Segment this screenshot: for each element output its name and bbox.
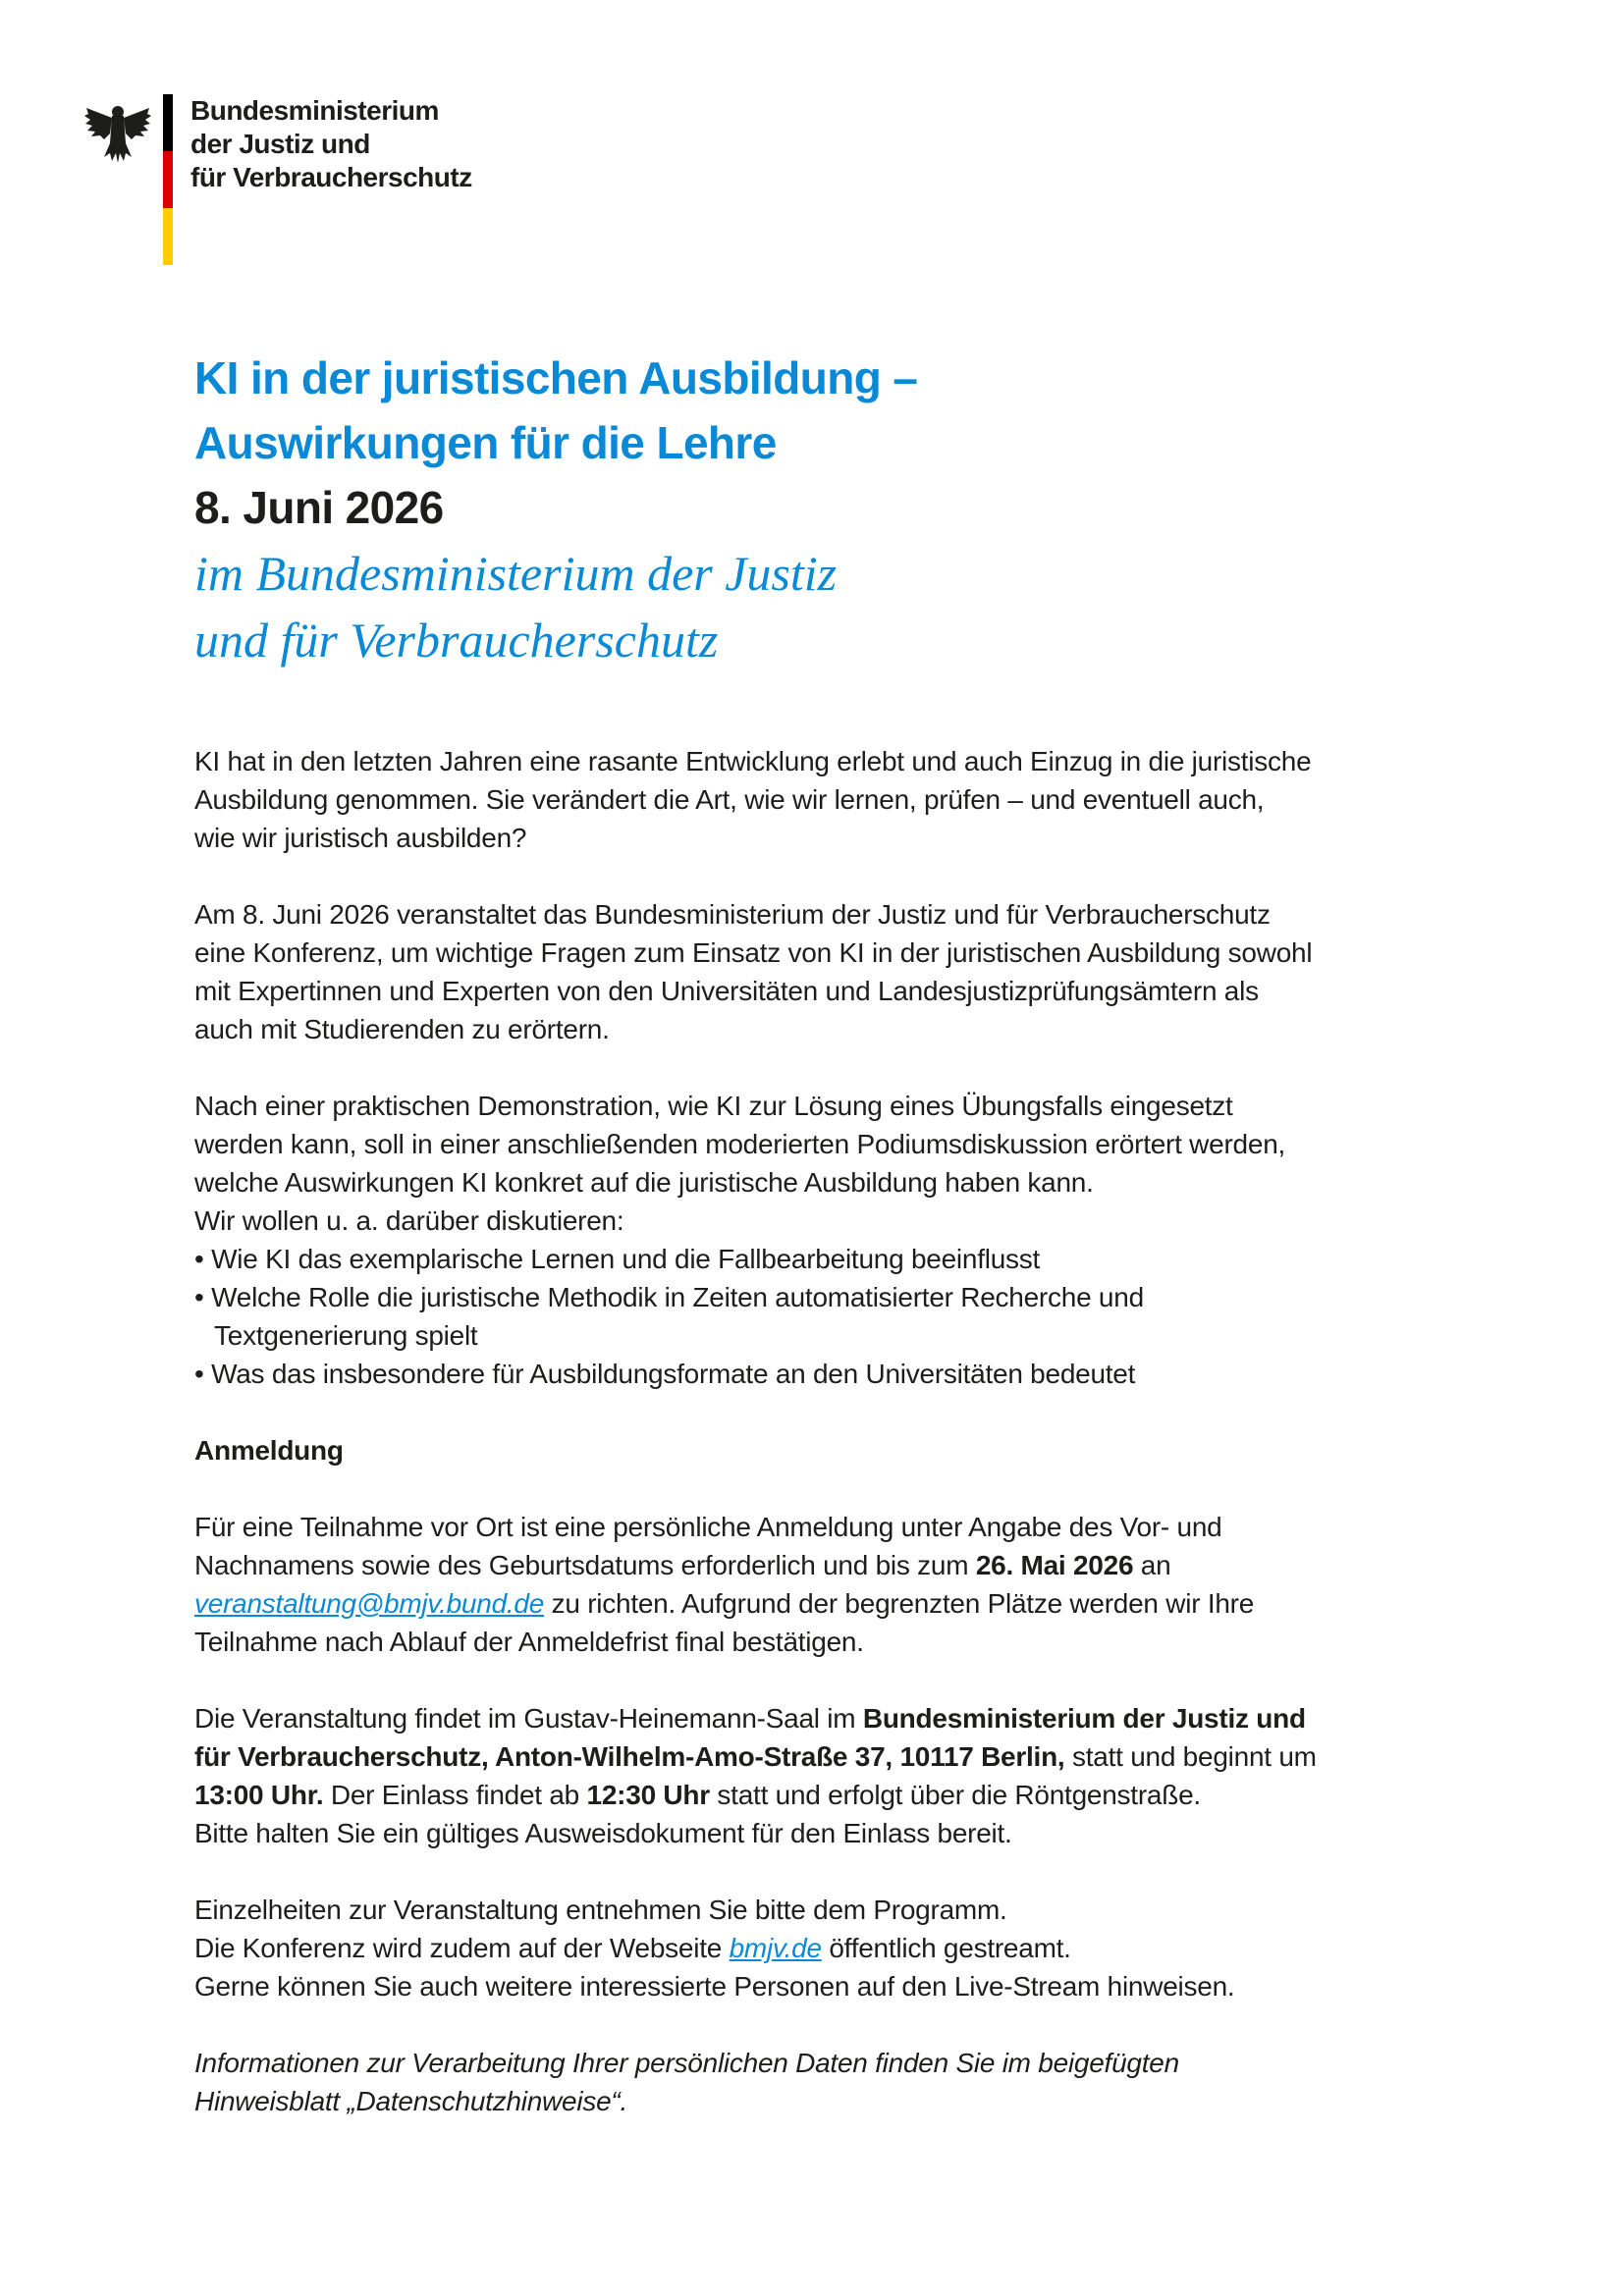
text-line: Ausbildung genommen. Sie verändert die Art, wie wir lernen, prüfen – und eventuell auch, xyxy=(194,784,1265,815)
location-paragraph xyxy=(194,1699,1461,1852)
ministry-name-line: der Justiz und xyxy=(190,129,370,159)
federal-eagle-icon xyxy=(82,98,153,169)
text-line: auch mit Studierenden zu erörtern. xyxy=(194,1014,610,1044)
text-line: Einzelheiten zur Veranstaltung entnehmen Sie bitte dem Programm. xyxy=(194,1895,1007,1925)
venue-line-1: im Bundesministerium der Justiz xyxy=(194,546,838,601)
registration-email-link[interactable]: veranstaltung@bmjv.bund.de xyxy=(194,1588,545,1619)
text-line xyxy=(194,1699,1461,1737)
text-line: Wir wollen u. a. darüber diskutieren: xyxy=(194,1205,624,1236)
text-line xyxy=(194,1929,1461,1967)
flag-stripe-red xyxy=(163,151,173,208)
text-run: statt und erfolgt über die Röntgenstraße. xyxy=(709,1780,1201,1810)
text-run: statt und beginnt um xyxy=(1064,1741,1317,1772)
text-line: Nach einer praktischen Demonstration, wie KI zur Lösung eines Übungsfalls eingesetzt xyxy=(194,1091,1233,1121)
list-item: • Wie KI das exemplarische Lernen und die Fallbearbeitung beeinflusst xyxy=(194,1244,1041,1274)
conference-paragraph xyxy=(194,895,1461,1048)
ministry-name-line: Bundesministerium xyxy=(190,95,439,126)
privacy-note xyxy=(194,2044,1461,2120)
list-item-continuation: Textgenerierung spielt xyxy=(214,1320,478,1351)
registration-deadline: 26. Mai 2026 xyxy=(975,1550,1134,1580)
text-line: KI hat in den letzten Jahren eine rasante Entwicklung erlebt und auch Einzug in die juristische xyxy=(194,746,1312,776)
text-line: welche Auswirkungen KI konkret auf die juristische Ausbildung haben kann. xyxy=(194,1167,1094,1198)
text-run: Die Veranstaltung findet im Gustav-Heinemann-Saal im xyxy=(194,1703,863,1734)
text-run: Der Einlass findet ab xyxy=(323,1780,587,1810)
text-line: wie wir juristisch ausbilden? xyxy=(194,823,527,853)
ministry-name-line: für Verbraucherschutz xyxy=(190,162,472,192)
registration-paragraph xyxy=(194,1508,1461,1661)
text-line xyxy=(194,1546,1461,1584)
start-time: 13:00 Uhr. xyxy=(194,1780,324,1810)
text-line: Teilnahme nach Ablauf der Anmeldefrist final bestätigen. xyxy=(194,1627,864,1657)
title-line-1: KI in der juristischen Ausbildung – xyxy=(194,352,918,403)
federal-flag-bar xyxy=(163,94,173,265)
flag-stripe-black xyxy=(163,94,173,151)
text-line: mit Expertinnen und Experten von den Universitäten und Landesjustizprüfungsämtern als xyxy=(194,976,1259,1006)
website-link[interactable]: bmjv.de xyxy=(729,1933,822,1963)
flag-stripe-gold xyxy=(163,208,173,265)
text-line: Bitte halten Sie ein gültiges Ausweisdokument für den Einlass bereit. xyxy=(194,1818,1012,1848)
admission-time: 12:30 Uhr xyxy=(586,1780,710,1810)
text-line: Für eine Teilnahme vor Ort ist eine persönliche Anmeldung unter Angabe des Vor- und xyxy=(194,1512,1222,1542)
details-paragraph xyxy=(194,1891,1461,2005)
text-line xyxy=(194,1737,1461,1776)
text-line: Am 8. Juni 2026 veranstaltet das Bundesministerium der Justiz und für Verbraucherschutz xyxy=(194,899,1271,930)
document-heading xyxy=(194,346,917,673)
venue-address: für Verbraucherschutz, Anton-Wilhelm-Amo-Straße 37, 10117 Berlin, xyxy=(194,1741,1065,1772)
text-line xyxy=(194,1584,1461,1623)
venue-name: Bundesministerium der Justiz und xyxy=(862,1703,1306,1734)
venue-line-2: und für Verbraucherschutz xyxy=(194,613,719,667)
text-line: eine Konferenz, um wichtige Fragen zum Einsatz von KI in der juristischen Ausbildung sowohl xyxy=(194,937,1313,968)
text-run: öffentlich gestreamt. xyxy=(821,1933,1071,1963)
text-line xyxy=(194,1776,1461,1814)
registration-heading: Anmeldung xyxy=(194,1435,344,1466)
discussion-topics-list xyxy=(194,1240,1461,1393)
text-run: an xyxy=(1133,1550,1171,1580)
text-run: Die Konferenz wird zudem auf der Webseite xyxy=(194,1933,730,1963)
text-line: Hinweisblatt „Datenschutzhinweise“. xyxy=(194,2086,627,2116)
text-run: zu richten. Aufgrund der begrenzten Plätze werden wir Ihre xyxy=(544,1588,1255,1619)
ministry-name xyxy=(190,94,472,194)
document-body xyxy=(194,742,1461,2120)
list-item: • Was das insbesondere für Ausbildungsformate an den Universitäten bedeutet xyxy=(194,1359,1136,1389)
intro-paragraph xyxy=(194,742,1461,857)
title-line-2: Auswirkungen für die Lehre xyxy=(194,417,777,468)
text-line: Informationen zur Verarbeitung Ihrer persönlichen Daten finden Sie im beigefügten xyxy=(194,2048,1179,2078)
event-date: 8. Juni 2026 xyxy=(194,482,444,533)
demo-paragraph xyxy=(194,1087,1461,1240)
text-run: Nachnamens sowie des Geburtsdatums erforderlich und bis zum xyxy=(194,1550,976,1580)
text-line: werden kann, soll in einer anschließenden moderierten Podiumsdiskussion erörtert werden, xyxy=(194,1129,1286,1159)
list-item: • Welche Rolle die juristische Methodik in Zeiten automatisierter Recherche und xyxy=(194,1282,1144,1312)
text-line: Gerne können Sie auch weitere interessierte Personen auf den Live-Stream hinweisen. xyxy=(194,1971,1235,2002)
